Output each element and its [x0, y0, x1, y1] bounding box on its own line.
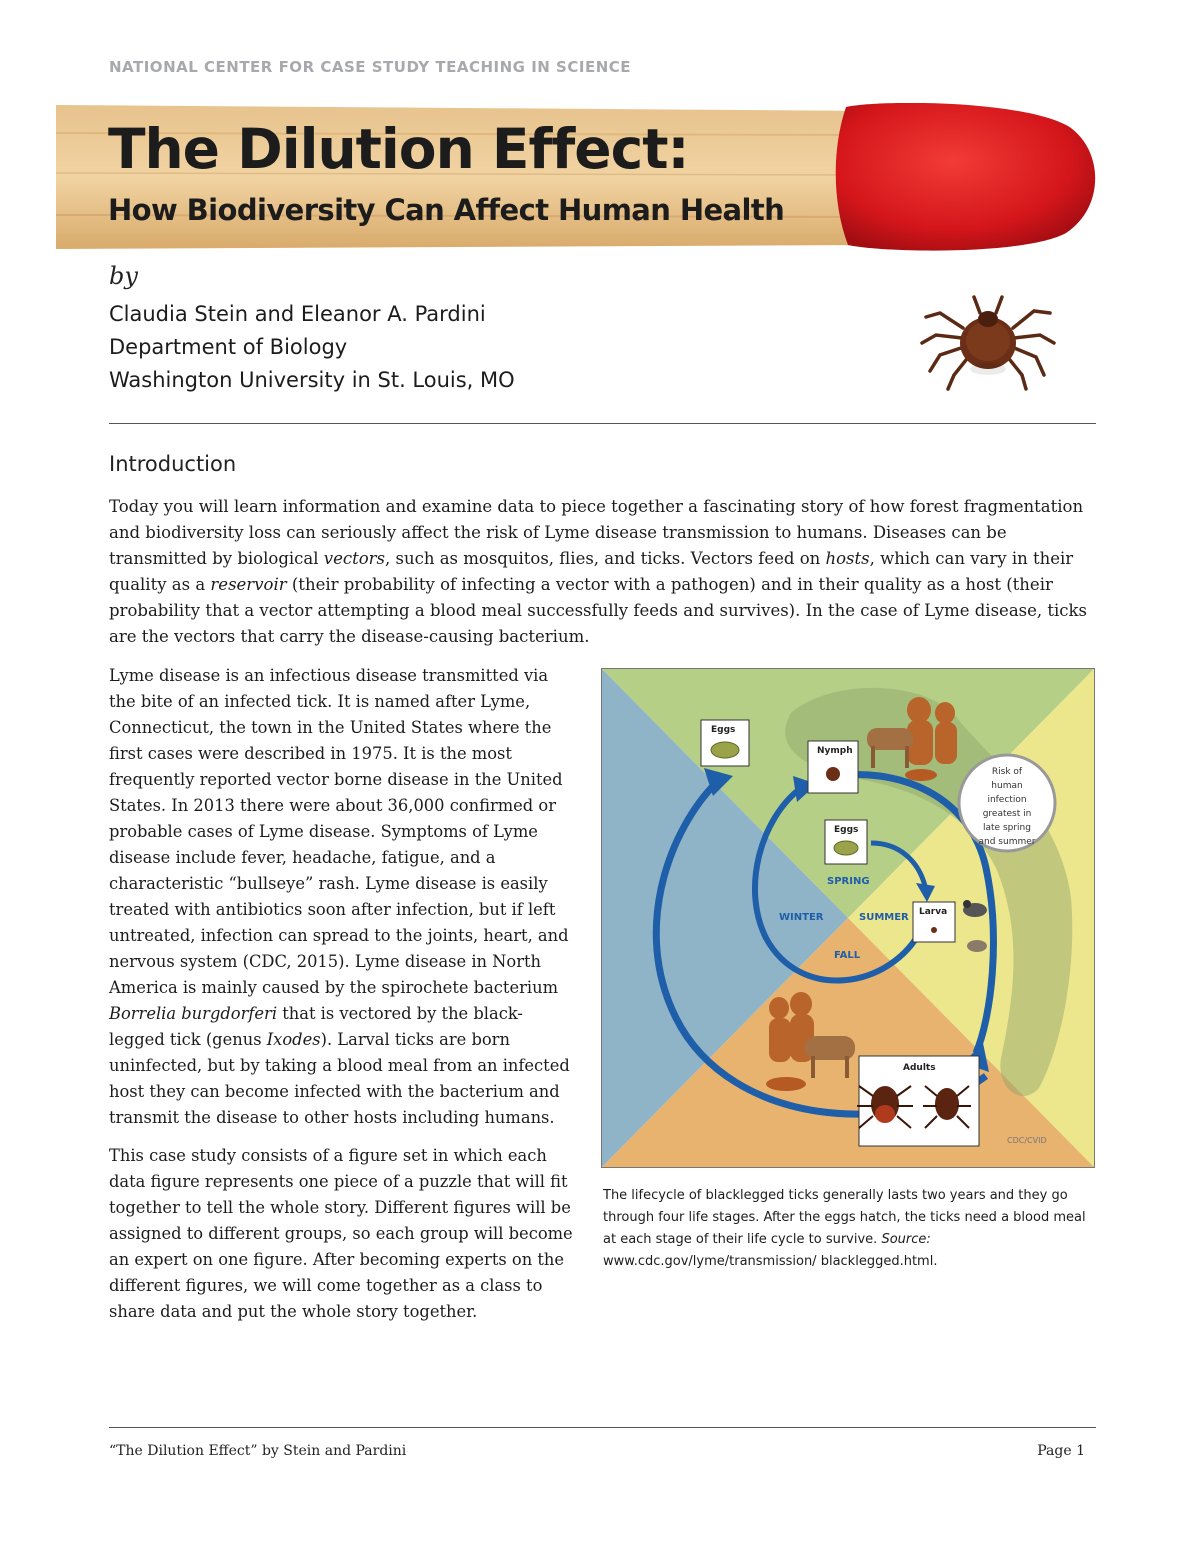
- figure-credit: CDC/CVID: [1007, 1136, 1047, 1145]
- svg-text:late spring: late spring: [983, 823, 1031, 833]
- larva-box: [913, 902, 955, 942]
- author-names: Claudia Stein and Eleanor A. Pardini: [109, 302, 486, 326]
- intro-paragraph-3: This case study consists of a figure set in which each data figure represents one piece of a puzzle that will fit together to tell the whole story. Different figures will be assigned to different groups, so each group will become an expert on one figure. After becoming experts on the different figures, we will come together as a class to share data and put the whole story together.: [109, 1146, 573, 1321]
- title-banner: [56, 103, 1100, 253]
- svg-text:Risk of: Risk of: [991, 767, 1023, 777]
- tick-lifecycle-figure: [601, 668, 1095, 1168]
- svg-text:Eggs: Eggs: [711, 725, 736, 735]
- header-divider: [109, 423, 1096, 424]
- author-institution: Washington University in St. Louis, MO: [109, 368, 515, 392]
- svg-text:and summer: and summer: [978, 837, 1036, 847]
- page-subtitle: How Biodiversity Can Affect Human Health: [108, 193, 785, 227]
- page-number: Page 1: [1037, 1443, 1085, 1459]
- season-label-summer: SUMMER: [859, 912, 909, 923]
- eggs-center-box: [825, 820, 867, 864]
- eggs-top-box: [701, 720, 749, 766]
- svg-text:human: human: [991, 781, 1023, 791]
- intro-paragraph-1: Today you will learn information and examine data to piece together a fascinating story of how forest fragmentation and biodiversity loss can seriously affect the risk of Lyme disease transmission to humans. Diseases can be transmitted by biological vectors, such as mosquitos, flies, and ticks. Vectors feed on hosts, which can vary in their quality as a reservoir (their probability of infecting a vector with a pathogen) and in their quality as a host (their probability that a vector attempting a blood meal successfully feeds and survives). In the case of Lyme disease, ticks are the vectors that carry the disease-causing bacterium.: [109, 497, 1087, 646]
- svg-text:Eggs: Eggs: [834, 825, 859, 835]
- page-title: The Dilution Effect:: [108, 117, 689, 181]
- risk-callout: [959, 755, 1055, 851]
- tick-icon: [918, 283, 1058, 393]
- author-block: [109, 298, 515, 397]
- figure-caption: The lifecycle of blacklegged ticks generally lasts two years and they go through four life stages. After the eggs hatch, the ticks need a blood meal at each stage of their life cycle to survive. Source: www.cdc.gov/lyme/transmission/ blacklegged.html.: [603, 1188, 1086, 1269]
- footer-citation: “The Dilution Effect” by Stein and Pardini: [109, 1443, 407, 1459]
- byline-by: by: [109, 262, 138, 290]
- section-heading-introduction: Introduction: [109, 452, 237, 476]
- author-department: Department of Biology: [109, 335, 348, 359]
- svg-text:infection: infection: [987, 795, 1027, 805]
- svg-text:Nymph: Nymph: [817, 746, 853, 756]
- left-column-text: [109, 663, 577, 1337]
- svg-text:Larva: Larva: [919, 907, 948, 917]
- season-label-fall: FALL: [834, 950, 861, 961]
- intro-paragraph-2: Lyme disease is an infectious disease transmitted via the bite of an infected tick. It is named after Lyme, Connecticut, the town in the United States where the first cases were described in 1975. It is the most frequently reported vector borne disease in the United States. In 2013 there were about 36,000 confirmed or probable cases of Lyme disease. Symptoms of Lyme disease include fever, headache, fatigue, and a characteristic “bullseye” rash. Lyme disease is easily treated with antibiotics soon after infection, but if left untreated, infection can spread to the joints, heart, and nervous system (CDC, 2015). Lyme disease in North America is mainly caused by the spirochete bacterium Borrelia burgdorferi that is vectored by the black-legged tick (genus Ixodes). Larval ticks are born uninfected, but by taking a blood meal from an infected host they can become infected with the bacterium and transmit the disease to other hosts including humans.: [109, 666, 570, 1127]
- org-name: NATIONAL CENTER FOR CASE STUDY TEACHING IN SCIENCE: [109, 58, 632, 76]
- svg-text:Adults: Adults: [903, 1063, 936, 1073]
- svg-text:greatest in: greatest in: [982, 809, 1032, 819]
- season-label-winter: WINTER: [779, 912, 824, 923]
- footer-divider: [109, 1427, 1096, 1428]
- adults-box: [857, 1056, 979, 1146]
- season-label-spring: SPRING: [827, 876, 870, 887]
- nymph-box: [808, 741, 858, 793]
